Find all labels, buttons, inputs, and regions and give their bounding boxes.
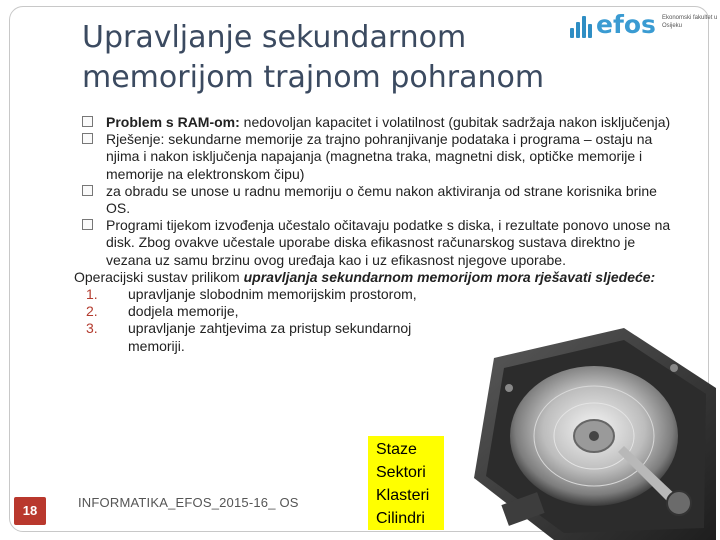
hard-disk-image [474,328,716,540]
item-number: 3. [86,320,98,337]
slide-title: Upravljanje sekundarnom memorijom trajnom pohranom [82,20,545,95]
disk-term: Staze [376,441,417,458]
item-number: 1. [86,286,98,303]
numbered-item [84,303,674,320]
bullet-lead: Problem s RAM-om: [106,114,240,130]
item-number: 2. [86,303,98,320]
logo-wordmark: efos [596,10,656,39]
numbered-item [84,286,674,303]
efos-logo [570,8,718,42]
item-text: upravljanje slobodnim memorijskim prostorom, [128,286,417,303]
bullet-text: za obradu se unose u radnu memoriju o čemu nakon aktiviranja od strane korisnika brine OS. [106,182,657,217]
slide-number: 18 [14,497,46,525]
logo-bars-icon [570,14,592,38]
logo-subtitle: Ekonomski fakultet u Osijeku [662,15,718,29]
disk-terms-box [368,436,444,530]
disk-term: Sektori [376,464,426,481]
disk-term: Cilindri [376,510,425,527]
os-paragraph [74,269,674,286]
checkbox-bullet-icon [82,116,93,127]
os-intro: Operacijski sustav prilikom [74,268,244,285]
disk-term: Klasteri [376,487,430,504]
bullet-item [82,183,674,217]
bullet-item [82,114,674,131]
slide-body [74,114,674,355]
footer-text: INFORMATIKA_EFOS_2015-16_ OS [78,495,299,510]
bullet-item [82,217,674,269]
checkbox-bullet-icon [82,133,93,144]
bullet-item [82,131,674,183]
bullet-text: Rješenje: sekundarne memorije za trajno pohranjivanje podataka i programa – ostaju na njima i nakon isključenja napajanja (magnetna traka, magnetni disk, optičke memorije i memorije na elektronskom čipu) [106,131,653,182]
bullet-text: Programi tijekom izvođenja učestalo očitavaju podatke s diska, i rezultate ponovo unose na disk. Zbog ovakve učestale uporabe diska efikasnost računarskog sustava direktno je vezana uz samu brzinu ovog uređaja kao i uz efikasnost njegove uporabe. [106,217,671,268]
item-text: dodjela memorije, [128,303,239,320]
item-text: upravljanje zahtjevima za pristup sekundarnoj memoriji. [128,320,412,354]
checkbox-bullet-icon [82,219,93,230]
numbered-item [84,320,468,354]
os-emphasis: upravljanja sekundarnom memorijom mora rješavati sljedeće: [243,268,656,285]
bullet-text: nedovoljan kapacitet i volatilnost (gubitak sadržaja nakon isključenja) [239,114,671,130]
checkbox-bullet-icon [82,185,93,196]
